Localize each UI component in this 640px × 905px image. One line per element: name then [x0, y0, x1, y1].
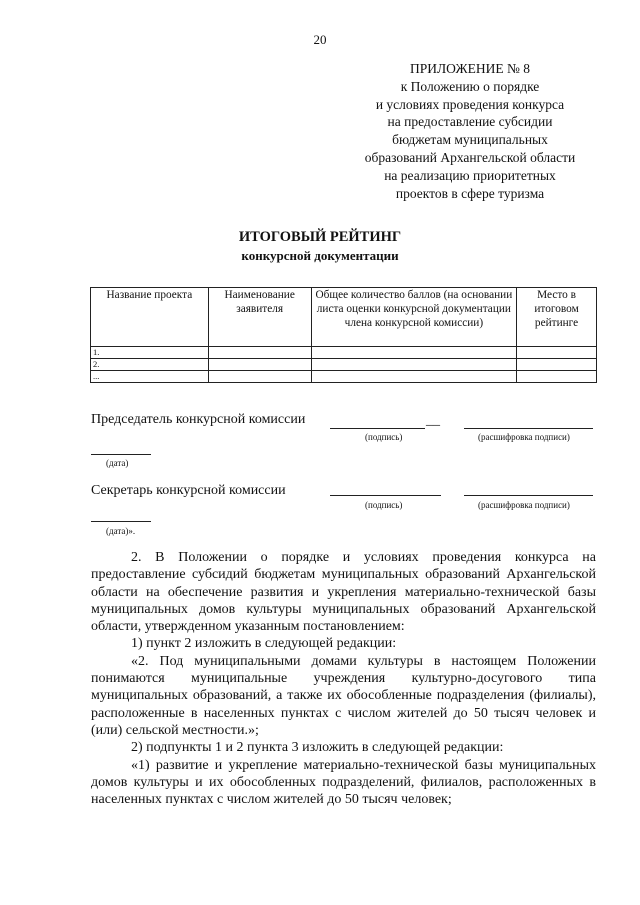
rating-table [90, 287, 597, 383]
row-number: 1. [91, 347, 209, 359]
table-header-row [91, 288, 597, 347]
appendix-line: проектов в сфере туризма [395, 185, 545, 201]
header-rank: Место в итоговом рейтинге [517, 288, 597, 347]
table-cell [208, 347, 311, 359]
paragraph: «2. Под муниципальными домами культуры в настоящем Положении понимаются муниципальные учреждения культурно-досугового типа муниципальных образований, а также их обособленные подразделения (филиалы), расположенные в населенных пунктах с числом жителей до 50 тысяч человек и (или) сельской местности.»; [91, 653, 596, 738]
table-cell [311, 359, 516, 371]
paragraph: 2) подпункты 1 и 2 пункта 3 изложить в следующей редакции: [131, 740, 504, 756]
row-number: 2. [91, 359, 209, 371]
paragraph: «1) развитие и укрепление материально-технической базы муниципальных домов культуры и их обособленных подразделений, филиалов, расположенных в населенных пунктах с числом жителей до 50 тысяч человек; [91, 757, 596, 808]
chairman-label: Председатель конкурсной комиссии [91, 412, 306, 427]
table-cell [208, 359, 311, 371]
appendix-line: ПРИЛОЖЕНИЕ № 8 [409, 61, 531, 76]
table-cell [517, 371, 597, 383]
chairman-signature-line [330, 428, 425, 429]
secretary-label: Секретарь конкурсной комиссии [91, 483, 286, 498]
header-applicant: Наименование заявителя [208, 288, 311, 347]
date-caption-end: (дата)». [106, 526, 136, 536]
chairman-date-line [91, 454, 151, 455]
paragraph: 1) пункт 2 изложить в следующей редакции: [131, 636, 397, 652]
document-title: ИТОГОВЫЙ РЕЙТИНГ [238, 229, 402, 245]
header-total-score: Общее количество баллов (на основании листа оценки конкурсной документации члена конкурсной комиссии) [311, 288, 516, 347]
decoding-caption: (расшифровка подписи) [478, 432, 570, 442]
appendix-line: бюджетам муниципальных [392, 132, 548, 148]
appendix-line: к Положению о порядке [400, 78, 540, 94]
appendix-line: образований Архангельской области [364, 149, 576, 165]
table-cell [208, 371, 311, 383]
appendix-line: на реализацию приоритетных [384, 167, 556, 183]
header-project-name: Название проекта [91, 288, 209, 347]
date-caption: (дата) [106, 458, 129, 468]
table-cell [311, 371, 516, 383]
appendix-block [346, 60, 594, 202]
paragraph: 2. В Положении о порядке и условиях проведения конкурса на предоставление субсидий бюджетам муниципальных образований Архангельской области на обеспечение развития и укрепления материально-технической базы муниципальных домов культуры муниципальных образований Архангельской области, утвержденном указанным постановлением: [91, 550, 596, 635]
chairman-decoding-line [464, 428, 593, 429]
row-number: ... [91, 371, 209, 383]
page-number: 20 [313, 32, 327, 47]
table-cell [311, 347, 516, 359]
table-row [91, 347, 597, 359]
document-subtitle: конкурсной документации [241, 248, 399, 263]
table-cell [517, 347, 597, 359]
body-text [91, 549, 596, 808]
appendix-line: на предоставление субсидии [387, 114, 553, 130]
table-row [91, 359, 597, 371]
table-cell [517, 359, 597, 371]
secretary-signature-line [330, 495, 441, 496]
signature-caption: (подпись) [365, 500, 403, 510]
decoding-caption: (расшифровка подписи) [478, 500, 570, 510]
table-row [91, 371, 597, 383]
secretary-decoding-line [464, 495, 593, 496]
secretary-date-line [91, 521, 151, 522]
signature-caption: (подпись) [365, 432, 403, 442]
appendix-line: и условиях проведения конкурса [375, 96, 565, 112]
chairman-underscore: __ [426, 413, 440, 428]
